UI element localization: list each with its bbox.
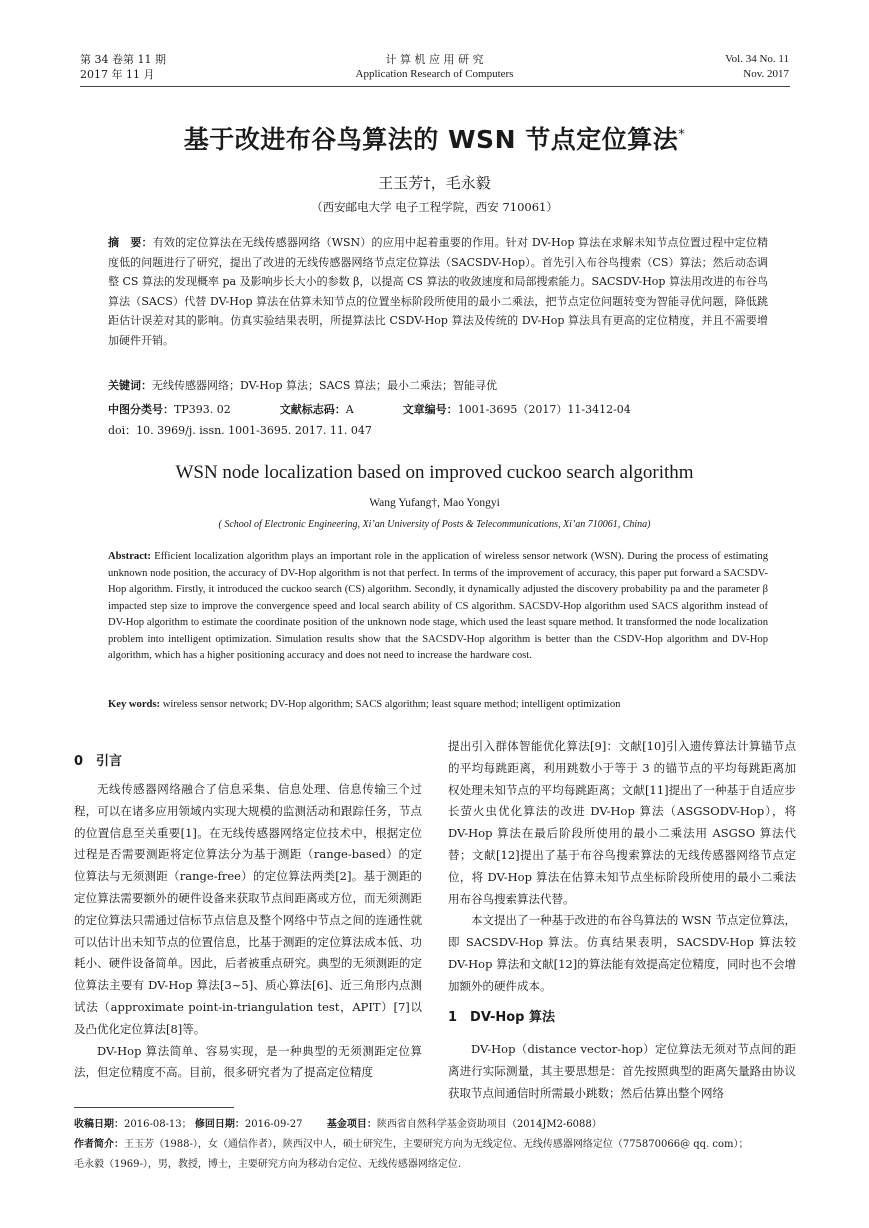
dvhop-paragraph-container bbox=[448, 1039, 796, 1104]
received-label: 收稿日期： bbox=[74, 1119, 124, 1130]
paper-authors: 王玉芳†，毛永毅 bbox=[378, 174, 491, 192]
footnote bbox=[74, 1115, 796, 1175]
journal-name-cn: 计 算 机 应 用 研 究 bbox=[385, 53, 484, 66]
journal-volume-en bbox=[725, 52, 789, 82]
volume-no-en: Vol. 34 No. 11 bbox=[725, 53, 789, 65]
abstract-label: 摘 要： bbox=[108, 236, 153, 249]
fund-text: 陕西省自然科学基金资助项目（2014JM2-6088） bbox=[376, 1119, 602, 1130]
english-keywords bbox=[108, 697, 768, 713]
header-divider bbox=[80, 86, 790, 87]
intro-paragraph-2: DV-Hop 算法简单、容易实现，是一种典型的无须测距定位算法，但定位精度不高。目前，很多研究者为了提高定位精度 bbox=[74, 1043, 422, 1080]
keywords-text: 无线传感器网络；DV-Hop 算法；SACS 算法；最小二乘法；智能寻优 bbox=[152, 379, 497, 392]
title-footnote-mark: * bbox=[678, 127, 686, 143]
footnote-dates-line: 收稿日期：2016-08-13； 修回日期：2016-09-27 基金项目：陕西省自然科学基金资助项目（2014JM2-6088） bbox=[74, 1119, 602, 1130]
volume-issue: 第 34 卷第 11 期 bbox=[80, 53, 166, 66]
author-bio-label: 作者简介： bbox=[74, 1139, 124, 1150]
revised-label: 修回日期： bbox=[194, 1119, 245, 1130]
section-heading-introduction: 0 引言 bbox=[74, 754, 123, 769]
english-title: WSN node localization based on improved cuckoo search algorithm bbox=[175, 462, 694, 483]
abstract-text: 有效的定位算法在无线传感器网络（WSN）的应用中起着重要的作用。针对 DV-Hop 算法在求解未知节点位置过程中定位精度低的问题进行了研究，提出了改进的无线传感器网络节点定位算法（SACSDV-Hop）。首先引入布谷鸟搜索（CS）算法；然后动态调整 CS 算法的发现概率 pa 及影响步长大小的参数 β，以提高 CS 算法的收敛速度和局部搜索能力。SACSDV-Hop 算法用改进的布谷鸟算法（SACS）代替 DV-Hop 算法在估算未知节点的位置坐标阶段所使用的最小二乘法，把节点定位问题转变为智能寻优问题，降低跳距估计误差对其的影响。仿真实验结果表明，所提算法比 CSDV-Hop 算法及传统的 DV-Hop 算法具有更高的定位精度，并且不需要增加硬件开销。 bbox=[108, 236, 768, 347]
right-column bbox=[448, 736, 796, 998]
clc-value: TP393. 02 bbox=[174, 403, 231, 416]
journal-name-en: Application Research of Computers bbox=[355, 68, 514, 80]
footnote-author-line bbox=[74, 1135, 796, 1155]
author-bio-2: 毛永毅（1969-），男，教授，博士，主要研究方向为移动台定位、无线传感器网络定位. bbox=[74, 1159, 462, 1170]
article-number-value: 1001-3695（2017）11-3412-04 bbox=[457, 403, 631, 416]
chinese-abstract bbox=[108, 233, 768, 350]
paper-affiliation: （西安邮电大学 电子工程学院，西安 710061） bbox=[311, 200, 558, 214]
paper-title-text: 基于改进布谷鸟算法的 WSN 节点定位算法 bbox=[183, 125, 679, 154]
section-heading-dvhop: 1 DV-Hop 算法 bbox=[448, 1010, 555, 1025]
received-date: 2016-08-13 bbox=[124, 1119, 182, 1130]
english-affiliation: ( School of Electronic Engineering, Xi’an University of Posts & Telecommunications, Xi’an 710061, China) bbox=[218, 519, 651, 530]
english-abstract bbox=[108, 549, 768, 665]
left-column bbox=[74, 779, 422, 1084]
author-bio-1: 王玉芳（1988-），女（通信作者），陕西汉中人，硕士研究生，主要研究方向为无线定位、无线传感器网络定位（775870066@ qq. com）； bbox=[124, 1139, 749, 1150]
date-en: Nov. 2017 bbox=[743, 68, 789, 80]
article-number-label: 文章编号： bbox=[402, 403, 458, 416]
doc-code-label: 文献标志码： bbox=[279, 403, 346, 416]
paper-title bbox=[0, 120, 869, 156]
doi-line: doi：10. 3969/j. issn. 1001-3695. 2017. 11. 047 bbox=[108, 424, 372, 437]
issue-date: 2017 年 11 月 bbox=[80, 68, 155, 81]
keywords-label: 关键词： bbox=[108, 379, 152, 392]
intro-paragraph-continued: 提出引入群体智能优化算法[9]：文献[10]引入遗传算法计算锚节点的平均每跳距离，利用跳数小于等于 3 的锚节点的平均每跳距离加权处理未知节点的平均每跳距离；文献[11]提出了一种基于自适应步长萤火虫优化算法的改进 DV-Hop 算法（ASGSODV-Hop），将 DV-Hop 算法在最后阶段所使用的最小二乘法用 ASGSO 算法代替；文献[12]提出了基于布谷鸟搜索算法的无线传感器网络节点定位，将 DV-Hop 算法在估算未知节点坐标阶段所使用的最小二乘法用布谷鸟搜索算法代替。 bbox=[448, 739, 796, 906]
english-abstract-label: Abstract: bbox=[108, 551, 151, 562]
dvhop-paragraph-1: DV-Hop（distance vector-hop）定位算法无须对节点间的距离进行实际测量，其主要思想是：首先按照典型的距离矢量路由协议获取节点间通信时所需最小跳数；然后估算出整个网络 bbox=[448, 1042, 796, 1100]
english-keywords-label: Key words: bbox=[108, 699, 161, 710]
revised-date: 2016-09-27 bbox=[244, 1119, 303, 1130]
fund-label: 基金项目： bbox=[326, 1119, 377, 1130]
english-abstract-text: Efficient localization algorithm plays an important role in the application of wireless sensor network (WSN). During the process of estimating unknown node position, the accuracy of DV-Hop algorithm is not that perfect. In terms of the improvement of accuracy, this paper put forward a SACSDV-Hop algorithm. Firstly, it introduced the cuckoo search (CS) algorithm. Secondly, it dynamically adjusted the discovery probability pa and the parameter β impacted step size to improve the convergence speed and local search ability of CS algorithm. SACSDV-Hop algorithm used SACS algorithm instead of DV-Hop algorithm to estimate the coordinate position of the unknown node stage, which used the least square method. It transformed the node localization problem into intelligent optimization. Simulation results show that the SACSDV-Hop algorithm is better than the CSDV-Hop algorithm and DV-Hop algorithm, which has a higher positioning accuracy and does not need to increase the hardware cost. bbox=[108, 551, 769, 661]
intro-paragraph-1: 无线传感器网络融合了信息采集、信息处理、信息传输三个过程，可以在诸多应用领域内实现大规模的监测活动和跟踪任务，节点的位置信息至关重要[1]。在无线传感器网络定位技术中，根据定位过程是否需要测距将定位算法分为基于测距（range-based）的定位算法与无须测距（range-free）的定位算法两类[2]。基于测距的定位算法需要额外的硬件设备来获取节点间距离或方位，而无须测距的定位算法只需通过信标节点信息及整个网络中节点之间的连通性就可以估计出未知节点的位置信息，比基于测距的定位算法成本低、功耗小、硬件设备简单。因此，后者被重点研究。典型的无须测距的定位算法主要有 DV-Hop 算法[3~5]、质心算法[6]、近三角形内点测试法（approximate point-in-triangulation test，APIT）[7]以及凸优化定位算法[8]等。 bbox=[74, 782, 422, 1036]
english-keywords-text: wireless sensor network; DV-Hop algorithm; SACS algorithm; least square method; intelligent optimization bbox=[162, 699, 621, 710]
clc-label: 中图分类号： bbox=[108, 403, 174, 416]
doc-code-value: A bbox=[345, 403, 354, 416]
keywords bbox=[108, 376, 768, 395]
intro-paragraph-3: 本文提出了一种基于改进的布谷鸟算法的 WSN 节点定位算法，即 SACSDV-Hop 算法。仿真结果表明，SACSDV-Hop 算法较 DV-Hop 算法和文献[12]的算法能有效提高定位精度，同时也不会增加额外的硬件成本。 bbox=[448, 913, 796, 993]
classification-line bbox=[108, 400, 768, 419]
english-authors: Wang Yufang†, Mao Yongyi bbox=[369, 497, 500, 509]
footnote-divider bbox=[74, 1107, 234, 1108]
